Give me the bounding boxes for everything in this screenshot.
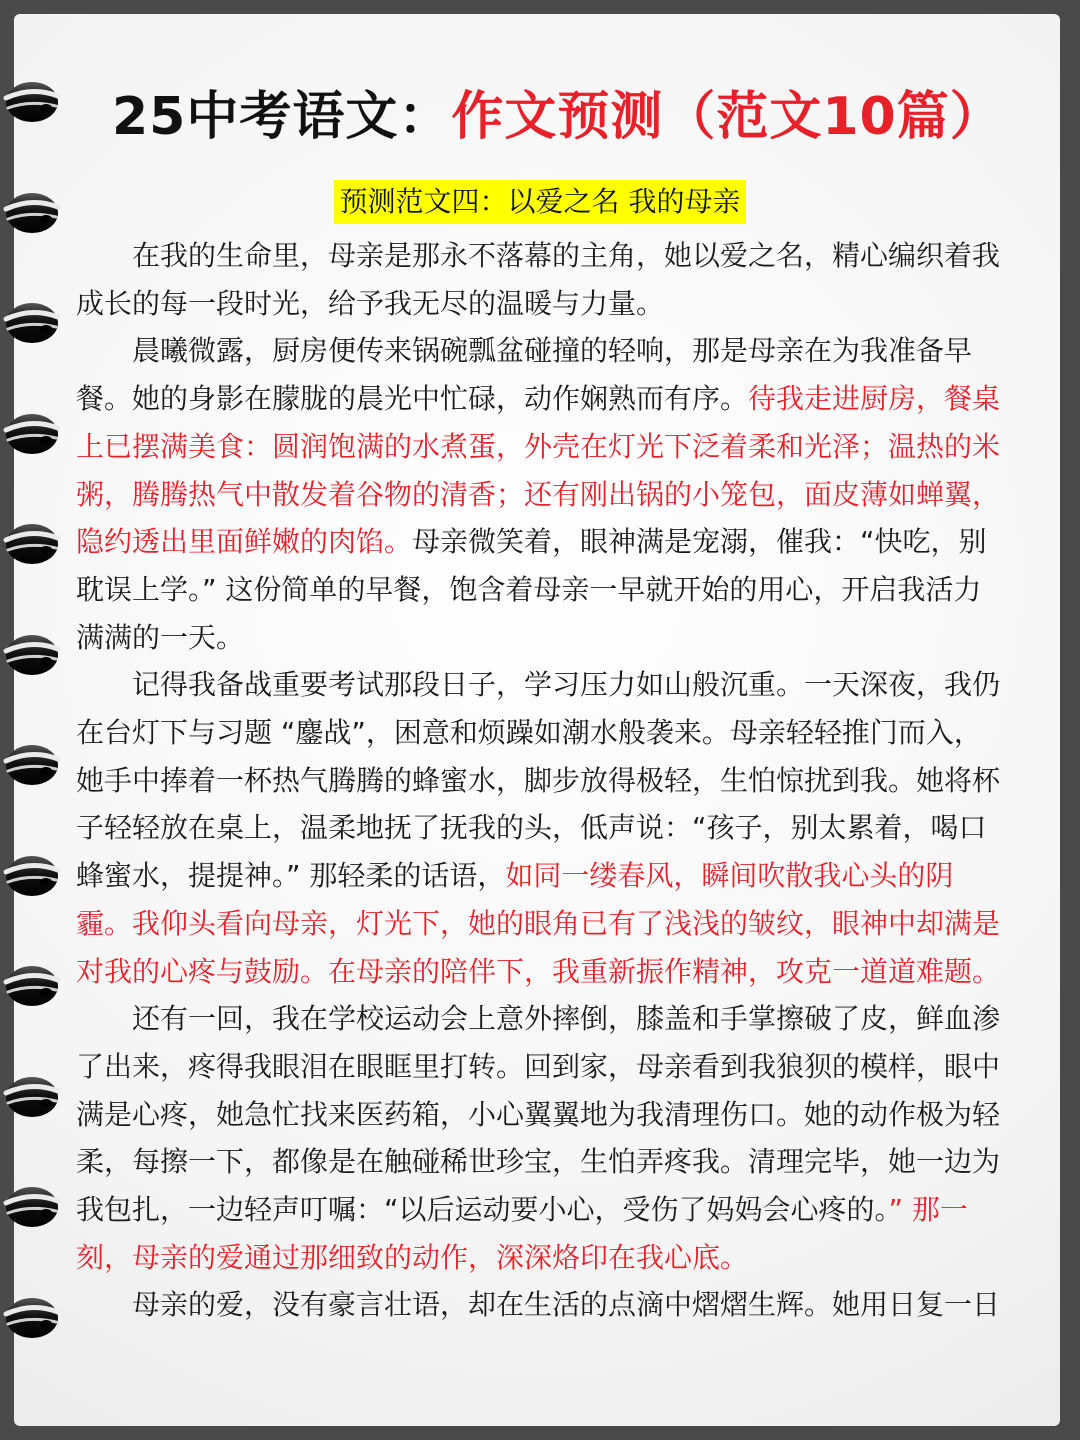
- binding-ring-icon: [2, 410, 64, 458]
- essay-body: [76, 232, 1006, 1329]
- title-highlight: 作文预测（范文10篇）: [451, 87, 1003, 147]
- binding-ring-icon: [2, 1183, 64, 1231]
- essay-paragraph: [76, 232, 1006, 327]
- binding-ring-icon: [2, 1073, 64, 1121]
- binding-ring-icon: [2, 520, 64, 568]
- highlighted-sentence: 如同一缕春风，瞬间吹散我心头的阴霾。我仰头看向母亲，灯光下，她的眼角已有了浅浅的皱纹，眼神中却满是对我的心疼与鼓励。在母亲的陪伴下，我重新振作精神，攻克一道道难题。: [76, 859, 1001, 988]
- binding-ring-icon: [2, 852, 64, 900]
- paragraph-text: 母亲微笑着，眼神满是宠溺，催我：“快吃，别耽误上学。” 这份简单的早餐，饱含着母亲一早就开始的用心，开启我活力满满的一天。: [76, 525, 987, 654]
- paragraph-text: 晨曦微露，厨房便传来锅碗瓢盆碰撞的轻响，那是母亲在为我准备早餐。她的身影在朦胧的晨光中忙碌，动作娴熟而有序。: [76, 334, 973, 416]
- title-prefix: 25中考语文：: [112, 87, 452, 147]
- binding-ring-icon: [2, 631, 64, 679]
- binding-ring-icon: [2, 1294, 64, 1342]
- paragraph-text: 母亲的爱，没有豪言壮语，却在生活的点滴中熠熠生辉。她用日复一日: [132, 1288, 1001, 1322]
- paragraph-text: 还有一回，我在学校运动会上意外摔倒，膝盖和手掌擦破了皮，鲜血渗了出来，疼得我眼泪在眼眶里打转。回到家，母亲看到我狼狈的模样，眼中满是心疼，她急忙找来医药箱，小心翼翼地为我清理伤口。她的动作极为轻柔，每擦一下，都像是在触碰稀世珍宝，生怕弄疼我。清理完毕，她一边为我包扎，一边轻声叮嘱：“以后运动要小心，受伤了妈妈会心疼的。: [76, 1002, 1001, 1227]
- essay-paragraph: [76, 995, 1006, 1281]
- binding-ring-icon: [2, 962, 64, 1010]
- binding-ring-icon: [2, 78, 64, 126]
- page-title: [112, 74, 1012, 154]
- highlighted-sentence: ” 那一刻，母亲的爱通过那细致的动作，深深烙印在我心底。: [76, 1193, 968, 1274]
- essay-subtitle: 预测范文四：以爱之名 我的母亲: [334, 180, 747, 224]
- binding-ring-icon: [2, 299, 64, 347]
- essay-paragraph: [76, 1281, 1006, 1329]
- essay-paragraph: [76, 327, 1006, 661]
- paragraph-text: 记得我备战重要考试那段日子，学习压力如山般沉重。一天深夜，我仍在台灯下与习题 “鏖战”，困意和烦躁如潮水般袭来。母亲轻轻推门而入，她手中捧着一杯热气腾腾的蜂蜜水，脚步放得极轻，生怕惊扰到我。她将杯子轻轻放在桌上，温柔地抚了抚我的头，低声说：“孩子，别太累着，喝口蜂蜜水，提提神。” 那轻柔的话语，: [76, 668, 1001, 893]
- binding-ring-icon: [2, 741, 64, 789]
- paragraph-text: 在我的生命里，母亲是那永不落幕的主角，她以爱之名，精心编织着我成长的每一段时光，给予我无尽的温暖与力量。: [76, 239, 1001, 320]
- highlighted-sentence: 待我走进厨房，餐桌上已摆满美食：圆润饱满的水煮蛋，外壳在灯光下泛着柔和光泽；温热的米粥，腾腾热气中散发着谷物的清香；还有刚出锅的小笼包，面皮薄如蝉翼，隐约透出里面鲜嫩的肉馅。: [76, 382, 1001, 559]
- essay-paragraph: [76, 661, 1006, 995]
